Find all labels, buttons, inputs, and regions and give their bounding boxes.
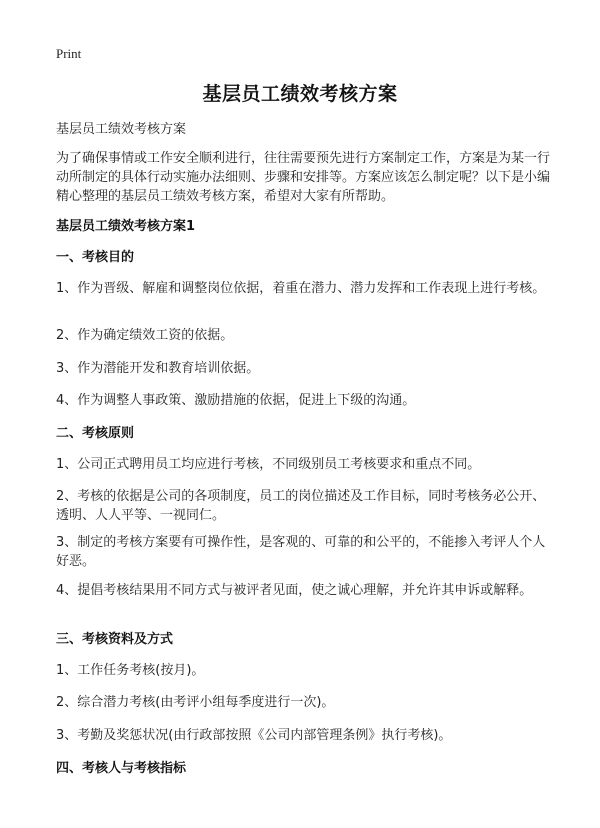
list-item: 3、考勤及奖惩状况(由行政部按照《公司内部管理条例》执行考核)。 xyxy=(56,728,452,743)
list-item: 4、作为调整人事政策、激励措施的依据，促进上下级的沟通。 xyxy=(56,393,416,408)
list-item: 1、作为晋级、解雇和调整岗位依据，着重在潜力、潜力发挥和工作表现上进行考核。 xyxy=(56,281,546,296)
section-heading-methods: 三、考核资料及方式 xyxy=(56,632,174,647)
list-item: 3、作为潜能开发和教育培训依据。 xyxy=(56,361,260,376)
list-item: 2、作为确定绩效工资的依据。 xyxy=(56,328,234,343)
intro-paragraph: 为了确保事情或工作安全顺利进行，往往需要预先进行方案制定工作，方案是为某一行动所制定的具体行动实施办法细则、步骤和安排等。方案应该怎么制定呢？以下是小编精心整理的基层员工绩效考核方案，希望对大家有所帮助。 xyxy=(56,151,551,204)
section-heading-purpose: 一、考核目的 xyxy=(56,250,135,265)
section-heading-assessors: 四、考核人与考核指标 xyxy=(56,761,187,776)
list-item: 4、提倡考核结果用不同方式与被评者见面，使之诚心理解，并允许其申诉或解释。 xyxy=(56,583,533,598)
list-item: 3、制定的考核方案要有可操作性，是客观的、可靠的和公平的，不能掺入考评人个人好恶。 xyxy=(56,535,546,569)
list-item: 1、工作任务考核(按月)。 xyxy=(56,663,205,678)
list-item: 2、考核的依据是公司的各项制度，员工的岗位描述及工作目标，同时考核务必公开、透明、人人平等、一视同仁。 xyxy=(56,489,546,523)
list-item: 2、综合潜力考核(由考评小组每季度进行一次)。 xyxy=(56,695,335,710)
plan-heading: 基层员工绩效考核方案1 xyxy=(56,219,196,234)
print-link[interactable]: Print xyxy=(56,46,82,61)
document-title: 基层员工绩效考核方案 xyxy=(202,83,398,105)
list-item: 1、公司正式聘用员工均应进行考核，不同级别员工考核要求和重点不同。 xyxy=(56,457,481,472)
document-subtitle: 基层员工绩效考核方案 xyxy=(56,122,187,137)
section-heading-principles: 二、考核原则 xyxy=(56,426,135,441)
